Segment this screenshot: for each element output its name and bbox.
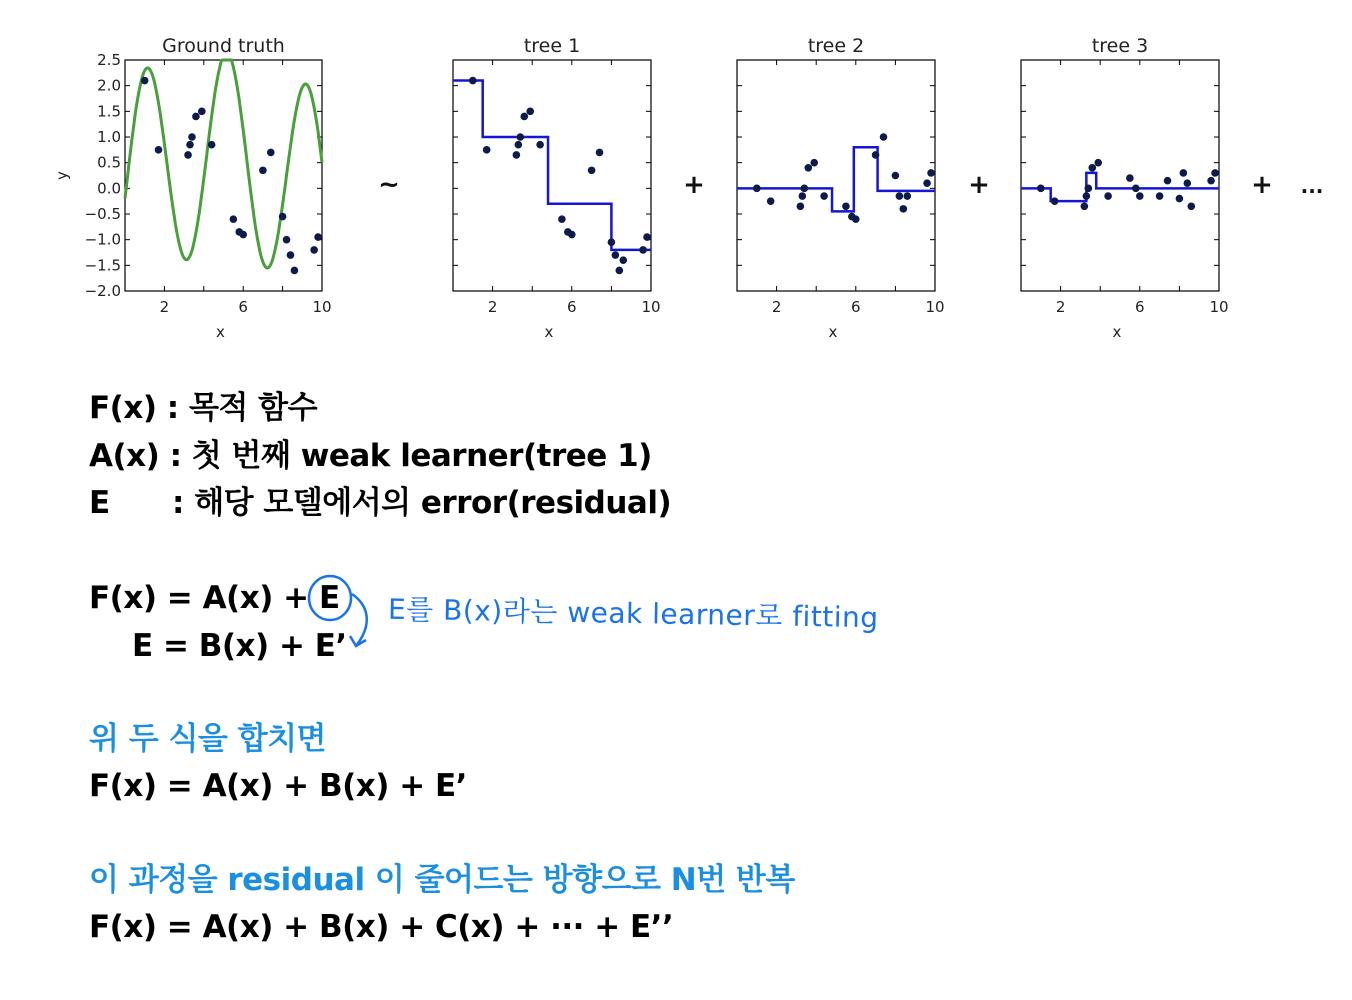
data-point xyxy=(526,108,534,116)
data-point xyxy=(612,251,620,259)
chart-title: tree 3 xyxy=(1091,35,1149,57)
chart-panel-1 xyxy=(125,60,322,291)
handwritten-note: E를 B(x)라는 weak learner로 fitting xyxy=(387,592,879,635)
y-tick-label: 2.0 xyxy=(97,76,121,95)
equation-2: E = B(x) + E’ xyxy=(132,628,347,664)
data-point xyxy=(643,233,651,241)
equation-1-e: E xyxy=(318,580,340,616)
data-point xyxy=(1126,174,1134,182)
chart-title: tree 2 xyxy=(807,35,865,57)
x-axis-label: x xyxy=(216,323,225,341)
data-point xyxy=(896,192,904,200)
chart-panel-3 xyxy=(737,60,935,291)
definition-e-text: : 해당 모델에서의 error(residual) xyxy=(172,485,672,521)
x-tick-label: 2 xyxy=(771,298,782,316)
x-tick-label: 10 xyxy=(312,298,332,316)
data-point xyxy=(1088,164,1096,172)
data-point xyxy=(639,246,647,254)
repeat-equation: F(x) = A(x) + B(x) + C(x) + ··· + E’’ xyxy=(89,909,674,945)
data-point xyxy=(517,133,525,141)
data-point xyxy=(155,146,163,154)
data-point xyxy=(880,133,888,141)
data-point xyxy=(279,213,287,221)
data-point xyxy=(804,164,812,172)
data-point xyxy=(314,233,322,241)
data-point xyxy=(1051,197,1059,205)
data-point xyxy=(1085,185,1093,193)
x-tick-label: 2 xyxy=(159,298,170,316)
x-tick-label: 2 xyxy=(1055,298,1066,316)
data-point xyxy=(287,251,295,259)
y-tick-label: −1.0 xyxy=(84,230,121,249)
x-tick-label: 6 xyxy=(851,298,861,316)
data-point xyxy=(1136,192,1144,200)
data-point xyxy=(558,215,566,223)
x-tick-label: 6 xyxy=(1135,298,1145,316)
data-point xyxy=(1184,179,1192,187)
definition-a: A(x) : 첫 번째 weak learner(tree 1) xyxy=(89,438,652,474)
data-point xyxy=(192,113,200,121)
data-point xyxy=(767,197,775,205)
chart-title: tree 1 xyxy=(523,35,581,57)
y-tick-label: 0.5 xyxy=(97,153,121,172)
data-point xyxy=(797,203,805,211)
operator-symbol: ··· xyxy=(1300,179,1324,203)
chart-panel-4 xyxy=(1021,60,1219,291)
data-point xyxy=(1156,192,1164,200)
y-tick-label: 1.5 xyxy=(97,102,121,121)
data-point xyxy=(872,151,880,159)
combine-equation: F(x) = A(x) + B(x) + E’ xyxy=(89,768,467,804)
operator-symbol: ~ xyxy=(378,170,400,200)
data-point xyxy=(1104,192,1112,200)
data-point xyxy=(291,267,299,275)
y-tick-label: −0.5 xyxy=(84,205,121,223)
data-point xyxy=(1211,169,1219,177)
data-point xyxy=(903,192,911,200)
data-point xyxy=(801,185,809,193)
y-axis-label: y xyxy=(53,171,71,180)
data-point xyxy=(536,141,544,149)
chart-panel-2 xyxy=(453,60,651,291)
data-point xyxy=(810,159,818,167)
data-point xyxy=(568,231,576,239)
annotation-arrowhead xyxy=(350,636,366,646)
data-point xyxy=(483,146,491,154)
y-tick-label: −2.0 xyxy=(84,282,121,300)
x-axis-label: x xyxy=(1112,323,1122,341)
x-tick-label: 2 xyxy=(487,298,498,316)
data-point xyxy=(469,77,477,85)
data-point xyxy=(900,205,908,213)
data-point xyxy=(310,246,318,254)
data-point xyxy=(588,167,596,175)
data-point xyxy=(1037,185,1045,193)
y-tick-label: −1.5 xyxy=(84,256,121,275)
operator-symbol: + xyxy=(1251,170,1273,200)
data-point xyxy=(1081,203,1089,211)
x-tick-label: 10 xyxy=(925,298,945,316)
x-axis-label: x xyxy=(544,323,554,341)
operator-symbol: + xyxy=(968,170,990,200)
chart-title: Ground truth xyxy=(162,35,285,57)
data-point xyxy=(892,172,900,180)
data-point xyxy=(799,192,807,200)
operator-symbol: + xyxy=(683,170,705,200)
data-point xyxy=(141,77,149,85)
data-point xyxy=(852,215,860,223)
data-point xyxy=(1132,185,1140,193)
data-point xyxy=(230,215,238,223)
data-point xyxy=(1083,192,1091,200)
definition-f: F(x) : 목적 함수 xyxy=(89,390,318,426)
equation-1 xyxy=(89,578,340,618)
data-point xyxy=(1164,177,1172,185)
data-point xyxy=(842,203,850,211)
plot-frame xyxy=(737,60,935,291)
data-point xyxy=(1094,159,1102,167)
x-axis-label: x xyxy=(828,323,838,341)
data-point xyxy=(520,113,528,121)
data-point xyxy=(923,179,931,187)
data-point xyxy=(753,185,761,193)
data-point xyxy=(1176,195,1184,203)
y-tick-label: 0.0 xyxy=(97,179,121,198)
x-tick-label: 10 xyxy=(1209,298,1229,316)
data-point xyxy=(239,231,247,239)
y-tick-label: 1.0 xyxy=(97,128,121,146)
data-point xyxy=(927,169,935,177)
data-point xyxy=(513,151,521,159)
data-point xyxy=(198,108,206,116)
data-point xyxy=(515,141,523,149)
data-point xyxy=(1207,177,1215,185)
x-tick-label: 10 xyxy=(641,298,661,316)
data-point xyxy=(267,149,275,157)
data-point xyxy=(208,141,216,149)
combine-heading: 위 두 식을 합치면 xyxy=(89,721,326,757)
x-tick-label: 6 xyxy=(567,298,577,316)
equation-1-left: F(x) = A(x) + xyxy=(89,580,319,616)
repeat-heading: 이 과정을 residual 이 줄어드는 방향으로 N번 반복 xyxy=(89,862,795,898)
data-point xyxy=(596,149,604,157)
data-point xyxy=(283,236,291,244)
data-point xyxy=(608,238,616,246)
plot-frame xyxy=(1021,60,1219,291)
x-tick-label: 6 xyxy=(238,298,248,316)
data-point xyxy=(1187,203,1195,211)
definition-e-label: E xyxy=(89,485,110,521)
data-point xyxy=(188,133,196,141)
y-tick-label: 2.5 xyxy=(97,51,121,69)
data-point xyxy=(259,167,267,175)
data-point xyxy=(184,151,192,159)
annotation-arrow xyxy=(352,594,367,646)
gradient-boosting-figure xyxy=(0,0,1352,360)
data-point xyxy=(616,267,624,275)
data-point xyxy=(619,256,627,264)
data-point xyxy=(1180,169,1188,177)
data-point xyxy=(820,192,828,200)
data-point xyxy=(186,141,194,149)
